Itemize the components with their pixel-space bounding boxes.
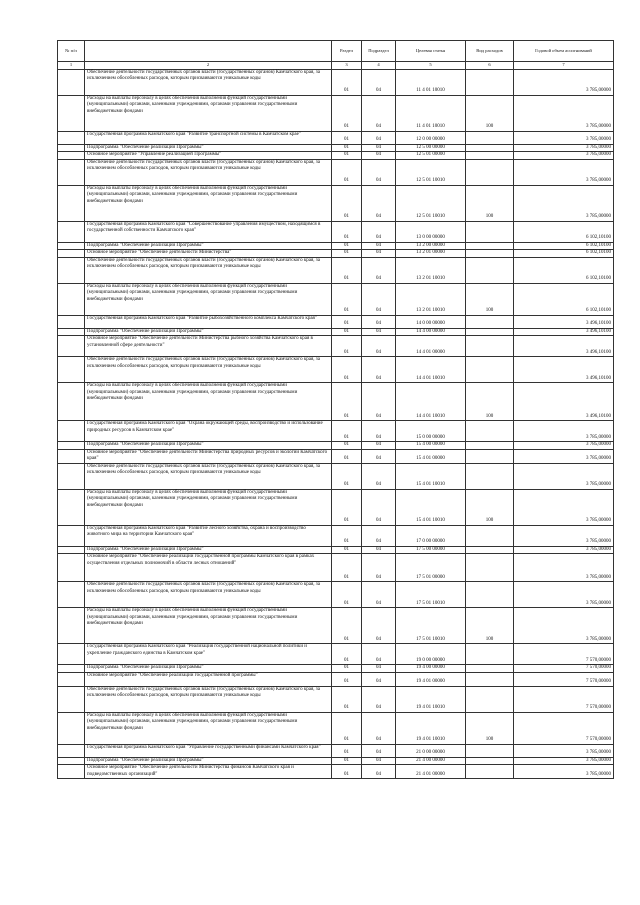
row-podrazdel: 04 (362, 712, 396, 744)
row-annual-amount: 3 785,00000 (514, 421, 614, 442)
row-expense-type (466, 582, 514, 608)
column-number: 5 (396, 62, 466, 70)
row-annual-amount: 3 785,00000 (514, 608, 614, 644)
row-razdel: 01 (332, 95, 362, 131)
row-annual-amount: 3 496,10100 (514, 357, 614, 383)
row-razdel: 01 (332, 144, 362, 152)
row-description: Расходы на выплаты персоналу в целях обеспечения выполнения функций государственными (муниципальными) органами, казенными учреждениями, органами управления государственными внебюджетными фондами (85, 95, 332, 131)
row-annual-amount: 3 785,00000 (514, 757, 614, 765)
row-expense-type (466, 765, 514, 779)
row-podrazdel: 04 (362, 582, 396, 608)
header-name (85, 41, 332, 62)
row-expense-type: 100 (466, 383, 514, 421)
row-expense-type (466, 336, 514, 357)
table-row (58, 69, 614, 95)
row-number-cell (58, 221, 85, 242)
row-annual-amount: 7 570,00000 (514, 712, 614, 744)
row-razdel: 01 (332, 421, 362, 442)
row-razdel: 01 (332, 449, 362, 463)
row-razdel: 01 (332, 336, 362, 357)
row-target-article: 12 5 00 00000 (396, 144, 466, 152)
row-razdel: 01 (332, 672, 362, 686)
row-razdel: 01 (332, 525, 362, 546)
row-podrazdel: 04 (362, 328, 396, 336)
row-annual-amount: 3 496,10100 (514, 336, 614, 357)
table-row (58, 242, 614, 250)
row-description: Обеспечение деятельности государственных органов власти (государственных органов) Камчатского края, за исключением обособленных расходов, которым присваиваются уникальные коды (85, 69, 332, 95)
row-podrazdel: 04 (362, 442, 396, 450)
row-description: Подпрограмма "Обеспечение реализации Программы" (85, 546, 332, 554)
row-annual-amount: 3 785,00000 (514, 546, 614, 554)
header-num: № п/п (58, 41, 85, 62)
row-expense-type (466, 421, 514, 442)
row-podrazdel: 04 (362, 357, 396, 383)
table-row (58, 686, 614, 712)
table-row (58, 357, 614, 383)
row-razdel: 01 (332, 757, 362, 765)
row-target-article: 19 4 00 00000 (396, 665, 466, 673)
row-expense-type: 100 (466, 95, 514, 131)
row-razdel: 01 (332, 221, 362, 242)
row-podrazdel: 04 (362, 644, 396, 665)
row-description: Государственная программа Камчатского края "Совершенствование управления имуществом, находящимся в государственной собственности Камчатского края" (85, 221, 332, 242)
row-podrazdel: 04 (362, 383, 396, 421)
row-number-cell (58, 336, 85, 357)
row-podrazdel: 04 (362, 315, 396, 328)
row-annual-amount: 7 570,00000 (514, 665, 614, 673)
row-razdel: 01 (332, 357, 362, 383)
row-description: Основное мероприятие "Управление реализацией Программы" (85, 152, 332, 160)
column-number: 4 (362, 62, 396, 70)
row-podrazdel: 04 (362, 525, 396, 546)
row-annual-amount: 3 785,00000 (514, 449, 614, 463)
row-podrazdel: 04 (362, 546, 396, 554)
row-target-article: 17 0 00 00000 (396, 525, 466, 546)
row-target-article: 14 4 01 00000 (396, 336, 466, 357)
row-description: Подпрограмма "Обеспечение реализации Программы" (85, 442, 332, 450)
column-number: 6 (466, 62, 514, 70)
table-row (58, 546, 614, 554)
row-description: Обеспечение деятельности государственных органов власти (государственных органов) Камчатского края, за исключением обособленных расходов, которым присваиваются уникальные коды (85, 357, 332, 383)
table-row (58, 328, 614, 336)
row-expense-type (466, 257, 514, 283)
row-podrazdel: 04 (362, 449, 396, 463)
column-number-row (58, 62, 614, 70)
row-description: Обеспечение деятельности государственных органов власти (государственных органов) Камчатского края, за исключением обособленных расходов, которым присваиваются уникальные коды (85, 582, 332, 608)
row-expense-type (466, 442, 514, 450)
row-podrazdel: 04 (362, 95, 396, 131)
row-podrazdel: 04 (362, 221, 396, 242)
row-annual-amount: 3 785,00000 (514, 765, 614, 779)
row-expense-type: 100 (466, 608, 514, 644)
row-target-article: 15 0 00 00000 (396, 421, 466, 442)
row-podrazdel: 04 (362, 159, 396, 185)
row-target-article: 15 4 01 10010 (396, 489, 466, 525)
row-description: Обеспечение деятельности государственных органов власти (государственных органов) Камчатского края, за исключением обособленных расходов, которым присваиваются уникальные коды (85, 257, 332, 283)
row-expense-type (466, 672, 514, 686)
table-row (58, 744, 614, 757)
row-podrazdel: 04 (362, 665, 396, 673)
row-target-article: 12 5 01 00000 (396, 152, 466, 160)
row-podrazdel: 04 (362, 336, 396, 357)
row-number-cell (58, 315, 85, 328)
table-row (58, 449, 614, 463)
row-number-cell (58, 328, 85, 336)
row-description: Подпрограмма "Обеспечение реализации Программы" (85, 144, 332, 152)
row-annual-amount: 3 785,00000 (514, 95, 614, 131)
row-annual-amount: 3 785,00000 (514, 525, 614, 546)
table-row (58, 672, 614, 686)
table-body (58, 69, 614, 779)
row-description: Расходы на выплаты персоналу в целях обеспечения выполнения функций государственными (муниципальными) органами, казенными учреждениями, органами управления государственными внебюджетными фондами (85, 185, 332, 221)
row-annual-amount: 3 785,00000 (514, 185, 614, 221)
row-description: Основное мероприятие "Обеспечение деятельности Министерства природных ресурсов и экологии Камчатского края" (85, 449, 332, 463)
row-target-article: 17 5 01 10010 (396, 582, 466, 608)
row-number-cell (58, 525, 85, 546)
row-annual-amount: 7 570,00000 (514, 672, 614, 686)
row-description: Государственная программа Камчатского края "Реализация государственной национальной политики и укрепление гражданского единства в Камчатском крае" (85, 644, 332, 665)
row-number-cell (58, 421, 85, 442)
row-expense-type (466, 328, 514, 336)
row-description: Подпрограмма "Обеспечение реализации Программы" (85, 665, 332, 673)
row-target-article: 12 5 01 10010 (396, 159, 466, 185)
row-description: Расходы на выплаты персоналу в целях обеспечения выполнения функций государственными (муниципальными) органами, казенными учреждениями, органами управления государственными внебюджетными фондами (85, 383, 332, 421)
row-number-cell (58, 131, 85, 144)
row-number-cell (58, 250, 85, 258)
row-podrazdel: 04 (362, 250, 396, 258)
row-expense-type (466, 665, 514, 673)
row-target-article: 13 2 01 10010 (396, 283, 466, 315)
row-target-article: 21 4 00 00000 (396, 757, 466, 765)
header-annual-amount: Годовой объем ассигнований (514, 41, 614, 62)
row-expense-type (466, 315, 514, 328)
row-expense-type (466, 159, 514, 185)
row-podrazdel: 04 (362, 421, 396, 442)
table-row (58, 421, 614, 442)
row-expense-type (466, 221, 514, 242)
row-annual-amount: 6 102,10100 (514, 221, 614, 242)
table-row (58, 554, 614, 582)
row-razdel: 01 (332, 131, 362, 144)
row-annual-amount: 7 570,00000 (514, 644, 614, 665)
row-annual-amount: 6 102,10100 (514, 257, 614, 283)
header-podrazdel: Подраздел (362, 41, 396, 62)
table-row (58, 383, 614, 421)
row-description: Обеспечение деятельности государственных органов власти (государственных органов) Камчатского края, за исключением обособленных расходов, которым присваиваются уникальные коды (85, 159, 332, 185)
row-number-cell (58, 442, 85, 450)
row-annual-amount: 3 785,00000 (514, 159, 614, 185)
row-target-article: 12 0 00 00000 (396, 131, 466, 144)
row-annual-amount: 3 785,00000 (514, 131, 614, 144)
row-expense-type (466, 152, 514, 160)
row-podrazdel: 04 (362, 765, 396, 779)
table-row (58, 442, 614, 450)
table-row (58, 336, 614, 357)
row-description: Основное мероприятие "Обеспечение деятельности Министерства" (85, 250, 332, 258)
row-annual-amount: 3 785,00000 (514, 744, 614, 757)
row-target-article: 13 2 01 00000 (396, 250, 466, 258)
row-target-article: 21 0 00 00000 (396, 744, 466, 757)
row-razdel: 01 (332, 665, 362, 673)
row-expense-type (466, 686, 514, 712)
row-annual-amount: 3 785,00000 (514, 442, 614, 450)
table-row (58, 144, 614, 152)
row-podrazdel: 04 (362, 283, 396, 315)
row-podrazdel: 04 (362, 463, 396, 489)
row-razdel: 01 (332, 686, 362, 712)
row-podrazdel: 04 (362, 131, 396, 144)
row-expense-type: 100 (466, 712, 514, 744)
row-number-cell (58, 757, 85, 765)
row-annual-amount: 3 785,00000 (514, 144, 614, 152)
row-target-article: 17 5 01 10010 (396, 608, 466, 644)
row-target-article: 13 2 00 00000 (396, 242, 466, 250)
row-description: Государственная программа Камчатского края "Развитие рыбохозяйственного комплекса Камчатского края" (85, 315, 332, 328)
row-expense-type (466, 463, 514, 489)
column-number: 3 (332, 62, 362, 70)
header-row (58, 41, 614, 62)
budget-table-sheet (57, 40, 613, 779)
budget-table (57, 40, 614, 779)
row-annual-amount: 3 496,10100 (514, 383, 614, 421)
row-annual-amount: 3 785,00000 (514, 582, 614, 608)
row-number-cell (58, 449, 85, 463)
row-razdel: 01 (332, 159, 362, 185)
table-row (58, 250, 614, 258)
table-row (58, 257, 614, 283)
row-number-cell (58, 686, 85, 712)
table-row (58, 644, 614, 665)
row-number-cell (58, 69, 85, 95)
row-target-article: 13 0 00 00000 (396, 221, 466, 242)
row-number-cell (58, 744, 85, 757)
row-razdel: 01 (332, 582, 362, 608)
row-razdel: 01 (332, 152, 362, 160)
row-expense-type (466, 546, 514, 554)
row-number-cell (58, 672, 85, 686)
row-razdel: 01 (332, 644, 362, 665)
row-target-article: 14 4 01 10010 (396, 383, 466, 421)
row-annual-amount: 3 785,00000 (514, 152, 614, 160)
row-razdel: 01 (332, 69, 362, 95)
row-description: Подпрограмма "Обеспечение реализации Программы" (85, 328, 332, 336)
row-number-cell (58, 608, 85, 644)
row-description: Расходы на выплаты персоналу в целях обеспечения выполнения функций государственными (муниципальными) органами, казенными учреждениями, органами управления государственными внебюджетными фондами (85, 283, 332, 315)
row-number-cell (58, 95, 85, 131)
row-number-cell (58, 546, 85, 554)
row-target-article: 11 4 01 10010 (396, 69, 466, 95)
row-number-cell (58, 152, 85, 160)
row-description: Обеспечение деятельности государственных органов власти (государственных органов) Камчатского края, за исключением обособленных расходов, которым присваиваются уникальные коды (85, 686, 332, 712)
row-annual-amount: 6 102,10100 (514, 250, 614, 258)
row-razdel: 01 (332, 744, 362, 757)
row-podrazdel: 04 (362, 757, 396, 765)
table-row (58, 463, 614, 489)
row-number-cell (58, 765, 85, 779)
row-expense-type (466, 744, 514, 757)
header-expense-type: Вид расходов (466, 41, 514, 62)
row-description: Подпрограмма "Обеспечение реализации Программы" (85, 757, 332, 765)
row-number-cell (58, 144, 85, 152)
row-target-article: 12 5 01 10010 (396, 185, 466, 221)
row-razdel: 01 (332, 489, 362, 525)
row-target-article: 19 4 01 10010 (396, 712, 466, 744)
row-description: Основное мероприятие "Обеспечение реализации государственной программы Камчатского края в рамках осуществления отдельных полномочий в области лесных отношений" (85, 554, 332, 582)
row-description: Государственная программа Камчатского края "Охрана окружающей среды, воспроизводство и использование природных ресурсов в Камчатском крае" (85, 421, 332, 442)
row-podrazdel: 04 (362, 686, 396, 712)
row-target-article: 11 4 01 10010 (396, 95, 466, 131)
row-razdel: 01 (332, 315, 362, 328)
row-number-cell (58, 185, 85, 221)
row-description: Расходы на выплаты персоналу в целях обеспечения выполнения функций государственными (муниципальными) органами, казенными учреждениями, органами управления государственными внебюджетными фондами (85, 712, 332, 744)
row-razdel: 01 (332, 283, 362, 315)
row-expense-type (466, 69, 514, 95)
column-number: 2 (85, 62, 332, 70)
row-expense-type (466, 144, 514, 152)
row-number-cell (58, 582, 85, 608)
row-razdel: 01 (332, 242, 362, 250)
table-row (58, 221, 614, 242)
row-razdel: 01 (332, 442, 362, 450)
row-expense-type: 100 (466, 283, 514, 315)
row-expense-type: 100 (466, 185, 514, 221)
row-target-article: 13 2 01 10010 (396, 257, 466, 283)
table-row (58, 582, 614, 608)
row-razdel: 01 (332, 328, 362, 336)
row-target-article: 19 4 01 00000 (396, 672, 466, 686)
row-number-cell (58, 463, 85, 489)
row-number-cell (58, 242, 85, 250)
row-target-article: 19 4 01 10010 (396, 686, 466, 712)
column-number: 1 (58, 62, 85, 70)
row-razdel: 01 (332, 554, 362, 582)
row-number-cell (58, 383, 85, 421)
row-number-cell (58, 712, 85, 744)
table-row (58, 131, 614, 144)
header-target-article: Целевая статья (396, 41, 466, 62)
row-description: Основное мероприятие "Обеспечение реализации государственной программы" (85, 672, 332, 686)
row-annual-amount: 6 102,10100 (514, 242, 614, 250)
row-podrazdel: 04 (362, 744, 396, 757)
row-number-cell (58, 357, 85, 383)
row-number-cell (58, 554, 85, 582)
row-description: Государственная программа Камчатского края "Развитие лесного хозяйства, охрана и воспроизводство животного мира на территории Камчатского края" (85, 525, 332, 546)
row-expense-type (466, 757, 514, 765)
row-description: Расходы на выплаты персоналу в целях обеспечения выполнения функций государственными (муниципальными) органами, казенными учреждениями, органами управления государственными внебюджетными фондами (85, 608, 332, 644)
row-expense-type (466, 554, 514, 582)
row-podrazdel: 04 (362, 69, 396, 95)
row-expense-type (466, 449, 514, 463)
row-razdel: 01 (332, 250, 362, 258)
table-row (58, 315, 614, 328)
row-number-cell (58, 283, 85, 315)
row-number-cell (58, 665, 85, 673)
row-expense-type (466, 357, 514, 383)
row-annual-amount: 3 785,00000 (514, 463, 614, 489)
row-podrazdel: 04 (362, 554, 396, 582)
row-target-article: 17 5 00 00000 (396, 546, 466, 554)
row-description: Государственная программа Камчатского края "Развитие транспортной системы в Камчатском крае" (85, 131, 332, 144)
table-row (58, 95, 614, 131)
row-description: Расходы на выплаты персоналу в целях обеспечения выполнения функций государственными (муниципальными) органами, казенными учреждениями, органами управления государственными внебюджетными фондами (85, 489, 332, 525)
table-row (58, 185, 614, 221)
row-annual-amount: 3 496,10100 (514, 328, 614, 336)
row-razdel: 01 (332, 546, 362, 554)
table-row (58, 525, 614, 546)
row-razdel: 01 (332, 257, 362, 283)
row-razdel: 01 (332, 185, 362, 221)
table-row (58, 765, 614, 779)
row-podrazdel: 04 (362, 608, 396, 644)
row-target-article: 15 4 01 00000 (396, 449, 466, 463)
table-row (58, 159, 614, 185)
row-expense-type: 100 (466, 489, 514, 525)
row-annual-amount: 3 785,00000 (514, 554, 614, 582)
row-description: Основное мероприятие "Обеспечение деятельности Министерства финансов Камчатского края и подведомственных организаций" (85, 765, 332, 779)
column-number: 7 (514, 62, 614, 70)
row-razdel: 01 (332, 463, 362, 489)
table-row (58, 757, 614, 765)
header-razdel: Раздел (332, 41, 362, 62)
row-razdel: 01 (332, 608, 362, 644)
row-podrazdel: 04 (362, 242, 396, 250)
row-annual-amount: 7 570,00000 (514, 686, 614, 712)
row-annual-amount: 3 785,00000 (514, 489, 614, 525)
row-expense-type (466, 525, 514, 546)
table-row (58, 712, 614, 744)
row-target-article: 19 0 00 00000 (396, 644, 466, 665)
row-expense-type (466, 644, 514, 665)
row-number-cell (58, 644, 85, 665)
row-annual-amount: 6 102,10100 (514, 283, 614, 315)
row-target-article: 14 4 01 10010 (396, 357, 466, 383)
row-target-article: 14 4 00 00000 (396, 328, 466, 336)
row-annual-amount: 3 496,10100 (514, 315, 614, 328)
row-description: Подпрограмма "Обеспечение реализации Программы" (85, 242, 332, 250)
row-number-cell (58, 159, 85, 185)
row-expense-type (466, 242, 514, 250)
row-description: Государственная программа Камчатского края "Управление государственными финансами Камчатского края" (85, 744, 332, 757)
row-razdel: 01 (332, 383, 362, 421)
row-podrazdel: 04 (362, 152, 396, 160)
row-razdel: 01 (332, 765, 362, 779)
row-description: Основное мероприятие "Обеспечение деятельности Министерства рыбного хозяйства Камчатского края в установленной сфере деятельности" (85, 336, 332, 357)
row-target-article: 17 5 01 00000 (396, 554, 466, 582)
row-expense-type (466, 250, 514, 258)
row-description: Обеспечение деятельности государственных органов власти (государственных органов) Камчатского края, за исключением обособленных расходов, которым присваиваются уникальные коды (85, 463, 332, 489)
table-row (58, 152, 614, 160)
row-number-cell (58, 489, 85, 525)
row-podrazdel: 04 (362, 489, 396, 525)
table-row (58, 283, 614, 315)
row-podrazdel: 04 (362, 144, 396, 152)
table-row (58, 665, 614, 673)
row-podrazdel: 04 (362, 257, 396, 283)
row-target-article: 14 0 00 00000 (396, 315, 466, 328)
table-row (58, 608, 614, 644)
row-podrazdel: 04 (362, 185, 396, 221)
row-number-cell (58, 257, 85, 283)
row-target-article: 21 4 01 00000 (396, 765, 466, 779)
row-razdel: 01 (332, 712, 362, 744)
table-row (58, 489, 614, 525)
row-expense-type (466, 131, 514, 144)
row-target-article: 15 4 01 10010 (396, 463, 466, 489)
row-target-article: 15 4 00 00000 (396, 442, 466, 450)
row-annual-amount: 3 785,00000 (514, 69, 614, 95)
row-podrazdel: 04 (362, 672, 396, 686)
